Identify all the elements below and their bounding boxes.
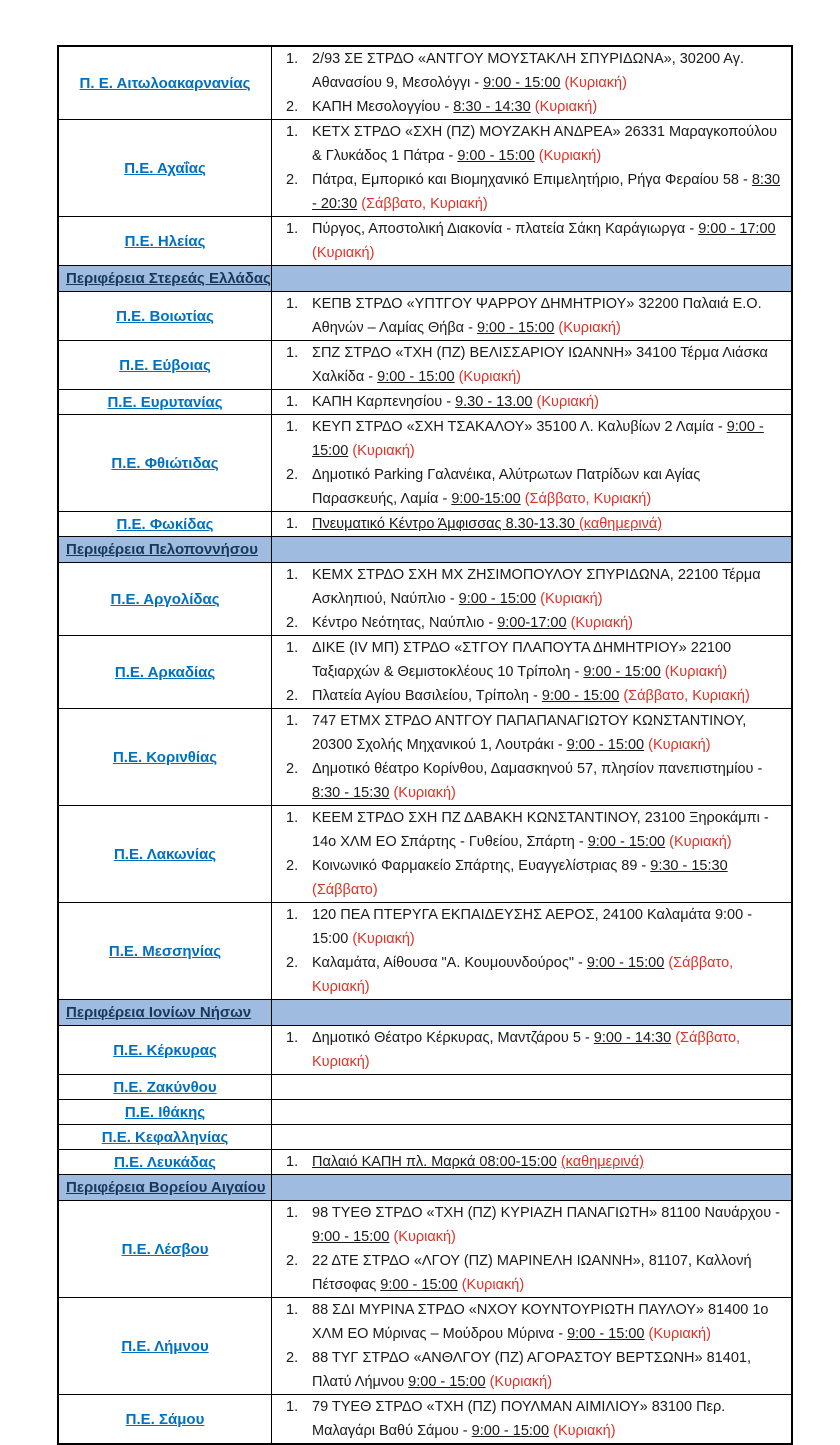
location-item bbox=[286, 951, 783, 999]
item-number: 1. bbox=[286, 1154, 299, 1170]
location-item bbox=[286, 1395, 783, 1443]
item-number: 2. bbox=[286, 467, 299, 483]
item-text bbox=[312, 341, 783, 389]
location-item bbox=[286, 1298, 783, 1346]
region-row bbox=[59, 805, 791, 902]
item-number: 1. bbox=[286, 394, 299, 410]
location-item bbox=[286, 390, 783, 414]
item-text bbox=[312, 217, 783, 265]
section-header-row bbox=[59, 999, 791, 1025]
day-label: (καθημερινά) bbox=[578, 516, 663, 532]
item-text bbox=[312, 636, 783, 684]
location-item bbox=[286, 47, 783, 95]
hours-text: 9:00 - 15:00 bbox=[566, 737, 645, 753]
hours-text: 9:00-15:00 bbox=[451, 491, 521, 507]
region-name-cell bbox=[59, 709, 272, 805]
location-text: ΣΠΖ ΣΤΡΔΟ «ΤΧΗ (ΠΖ) ΒΕΛΙΣΣΑΡΙΟΥ ΙΩΑΝΝΗ» 34100 Τέρμα Λιάσκα Χαλκίδα - bbox=[312, 345, 768, 385]
region-row bbox=[59, 1394, 791, 1443]
hours-text: 9:00 - 15:00 bbox=[483, 75, 561, 91]
locations-cell bbox=[272, 120, 791, 216]
location-text: Πύργος, Αποστολική Διακονία - πλατεία Σάκη Καράγιωργα - bbox=[312, 221, 699, 237]
day-label: (Κυριακή) bbox=[648, 737, 711, 753]
day-label: (Κυριακή) bbox=[352, 443, 415, 459]
region-name-cell bbox=[59, 903, 272, 999]
location-item bbox=[286, 120, 783, 168]
region-link[interactable]: Π.Ε. Φθιώτιδας bbox=[111, 454, 219, 472]
section-header-row bbox=[59, 536, 791, 562]
location-text: ΚΕΜΧ ΣΤΡΔΟ ΣΧΗ ΜΧ ΖΗΣΙΜΟΠΟΥΛΟΥ ΣΠΥΡΙΔΩΝΑ, 22100 Τέρμα Ασκληπιού, Ναύπλιο - bbox=[312, 567, 761, 607]
day-label: (Κυριακή) bbox=[461, 1277, 525, 1293]
regions-schedule-table bbox=[57, 45, 793, 1445]
hours-text: Πνευματικό Κέντρο Άμφισσας 8.30-13.30 bbox=[312, 516, 579, 532]
item-number: 2. bbox=[286, 955, 299, 971]
locations-cell bbox=[272, 390, 791, 414]
day-label: (Σάββατο, Κυριακή) bbox=[312, 1030, 741, 1070]
location-text: ΚΑΠΗ Μεσολογγίου - bbox=[312, 99, 454, 115]
item-number: 1. bbox=[286, 810, 299, 826]
region-link[interactable]: Π.Ε. Σάμου bbox=[125, 1410, 205, 1428]
locations-cell bbox=[272, 217, 791, 265]
region-link[interactable]: Π.Ε. Μεσσηνίας bbox=[108, 942, 222, 960]
location-item bbox=[286, 341, 783, 389]
region-row bbox=[59, 708, 791, 805]
region-name-cell bbox=[59, 47, 272, 119]
location-text: 98 ΤΥΕΘ ΣΤΡΔΟ «ΤΧΗ (ΠΖ) ΚΥΡΙΑΖΗ ΠΑΝΑΓΙΩΤΗ» 81100 Ναυάρχου - bbox=[312, 1205, 781, 1221]
item-text bbox=[312, 1201, 783, 1249]
region-row bbox=[59, 119, 791, 216]
locations-cell bbox=[272, 1026, 791, 1074]
region-link[interactable]: Π.Ε. Λακωνίας bbox=[113, 845, 217, 863]
location-text: ΚΕΤΧ ΣΤΡΔΟ «ΣΧΗ (ΠΖ) ΜΟΥΖΑΚΗ ΑΝΔΡΕΑ» 26331 Μαραγκοπούλου & Γλυκάδος 1 Πάτρα - bbox=[312, 124, 778, 164]
hours-text: Παλαιό ΚΑΠΗ πλ. Μαρκά 08:00-15:00 bbox=[312, 1154, 557, 1170]
locations-cell bbox=[272, 415, 791, 511]
region-link[interactable]: Π.Ε. Βοιωτίας bbox=[116, 307, 214, 325]
location-item bbox=[286, 903, 783, 951]
day-label: (Κυριακή) bbox=[664, 664, 728, 680]
region-link[interactable]: Π.Ε. Κορινθίας bbox=[112, 748, 218, 766]
item-number: 2. bbox=[286, 688, 299, 704]
region-row bbox=[59, 340, 791, 389]
hours-text: 9:00 - 14:30 bbox=[593, 1030, 672, 1046]
hours-text: 9:00 - 15:00 bbox=[408, 1374, 486, 1390]
item-text bbox=[312, 1298, 783, 1346]
location-text: ΚΑΠΗ Καρπενησίου - bbox=[312, 394, 456, 410]
region-link[interactable]: Π.Ε. Φωκίδας bbox=[116, 515, 214, 533]
item-text bbox=[312, 95, 783, 119]
locations-cell bbox=[272, 1075, 791, 1099]
region-name-cell bbox=[59, 1125, 272, 1149]
location-text: Δημοτικό θέατρο Κορίνθου, Δαμασκηνού 57, πλησίον πανεπιστημίου - bbox=[312, 761, 763, 777]
region-link[interactable]: Π.Ε. Εύβοιας bbox=[119, 356, 211, 374]
hours-text: 9:00 - 15:00 bbox=[476, 320, 555, 336]
item-number: 1. bbox=[286, 1205, 299, 1221]
region-name-cell bbox=[59, 1026, 272, 1074]
location-item bbox=[286, 415, 783, 463]
day-label: (Σάββατο) bbox=[312, 882, 378, 898]
region-link[interactable]: Π.Ε. Ηλείας bbox=[124, 232, 206, 250]
region-row bbox=[59, 1074, 791, 1099]
location-item bbox=[286, 709, 783, 757]
hours-text: 8:30 - 14:30 bbox=[453, 99, 531, 115]
item-number: 1. bbox=[286, 907, 299, 923]
locations-cell bbox=[272, 1000, 791, 1025]
location-item bbox=[286, 292, 783, 340]
region-link[interactable]: Π.Ε. Λήμνου bbox=[121, 1337, 209, 1355]
hours-text: 8:30 - 20:30 bbox=[312, 172, 781, 212]
region-name-cell bbox=[59, 1150, 272, 1174]
location-item bbox=[286, 1026, 783, 1074]
location-item bbox=[286, 168, 783, 216]
item-text bbox=[312, 684, 783, 708]
item-number: 1. bbox=[286, 516, 299, 532]
region-name-cell bbox=[59, 806, 272, 902]
location-text: 120 ΠΕΑ ΠΤΕΡΥΓΑ ΕΚΠΑΙΔΕΥΣΗΣ ΑΕΡΟΣ, 24100 Καλαμάτα 9:00 - 15:00 bbox=[312, 907, 753, 947]
section-header-row bbox=[59, 1174, 791, 1200]
location-text: Καλαμάτα, Αίθουσα "Α. Κουμουνδούρος" - bbox=[312, 955, 587, 971]
item-text bbox=[312, 709, 783, 757]
item-number: 2. bbox=[286, 1350, 299, 1366]
section-title: Περιφέρεια Πελοποννήσου bbox=[66, 541, 258, 558]
locations-cell bbox=[272, 563, 791, 635]
location-item bbox=[286, 463, 783, 511]
item-number: 2. bbox=[286, 1253, 299, 1269]
location-text: ΚΕΠΒ ΣΤΡΔΟ «ΥΠΤΓΟΥ ΨΑΡΡΟΥ ΔΗΜΗΤΡΙΟΥ» 32200 Παλαιά Ε.Ο. Αθηνών – Λαμίας Θήβα - bbox=[312, 296, 762, 336]
region-name-cell bbox=[59, 120, 272, 216]
locations-cell bbox=[272, 1150, 791, 1174]
location-item bbox=[286, 636, 783, 684]
location-item bbox=[286, 95, 783, 119]
item-number: 1. bbox=[286, 221, 299, 237]
day-label: (Σάββατο, Κυριακή) bbox=[623, 688, 750, 704]
day-label: (Κυριακή) bbox=[536, 394, 599, 410]
region-name-cell bbox=[59, 1100, 272, 1124]
region-row bbox=[59, 389, 791, 414]
hours-text: 9:00-17:00 bbox=[497, 615, 567, 631]
hours-text: 9:00 - 15:00 bbox=[583, 664, 661, 680]
item-number: 1. bbox=[286, 296, 299, 312]
location-text: Δημοτικό Θέατρο Κέρκυρας, Μαντζάρου 5 - bbox=[312, 1030, 594, 1046]
locations-cell bbox=[272, 1395, 791, 1443]
item-number: 1. bbox=[286, 713, 299, 729]
location-item bbox=[286, 757, 783, 805]
hours-text: 9:00 - 15:00 bbox=[457, 148, 535, 164]
location-item bbox=[286, 854, 783, 902]
day-label: (Κυριακή) bbox=[564, 75, 627, 91]
region-name-cell bbox=[59, 1075, 272, 1099]
section-label-cell bbox=[59, 537, 272, 562]
hours-text: 8:30 - 15:30 bbox=[312, 785, 390, 801]
location-item bbox=[286, 611, 783, 635]
item-text bbox=[312, 806, 783, 854]
hours-text: 9:00 - 15:00 bbox=[471, 1423, 550, 1439]
location-item bbox=[286, 1249, 783, 1297]
section-label-cell bbox=[59, 1000, 272, 1025]
region-row bbox=[59, 511, 791, 536]
region-link[interactable]: Π.Ε. Ευρυτανίας bbox=[107, 393, 223, 411]
region-name-cell bbox=[59, 1201, 272, 1297]
region-row bbox=[59, 902, 791, 999]
region-name-cell bbox=[59, 512, 272, 536]
section-title: Περιφέρεια Βορείου Αιγαίου bbox=[66, 1179, 266, 1196]
section-title: Περιφέρεια Ιονίων Νήσων bbox=[66, 1004, 252, 1021]
location-item bbox=[286, 512, 783, 536]
day-label: (Κυριακή) bbox=[538, 148, 602, 164]
region-row bbox=[59, 47, 791, 119]
day-label: (Σάββατο, Κυριακή) bbox=[312, 955, 734, 995]
location-text: Δημοτικό Parking Γαλανέικα, Αλύτρωτων Πατρίδων και Αγίας Παρασκευής, Λαμία - bbox=[312, 467, 701, 507]
item-text bbox=[312, 903, 783, 951]
hours-text: 9:30 - 15:30 bbox=[650, 858, 728, 874]
location-item bbox=[286, 217, 783, 265]
location-text: 22 ΔΤΕ ΣΤΡΔΟ «ΛΓΟΥ (ΠΖ) ΜΑΡΙΝΕΛΗ ΙΩΑΝΝΗ», 81107, Καλλονή Πέτσοφας bbox=[312, 1253, 752, 1293]
location-text: ΚΕΕΜ ΣΤΡΔΟ ΣΧΗ ΠΖ ΔΑΒΑΚΗ ΚΩΝΣΤΑΝΤΙΝΟΥ, 23100 Ξηροκάμπι - 14ο ΧΛΜ ΕΟ Σπάρτης - Γυθείου, Σπάρτη - bbox=[312, 810, 769, 850]
item-text bbox=[312, 611, 783, 635]
day-label: (Κυριακή) bbox=[558, 320, 621, 336]
region-link[interactable]: Π.Ε. Αχαΐας bbox=[124, 159, 206, 177]
item-number: 1. bbox=[286, 1030, 299, 1046]
section-header-row bbox=[59, 265, 791, 291]
locations-cell bbox=[272, 806, 791, 902]
region-row bbox=[59, 216, 791, 265]
region-row bbox=[59, 1099, 791, 1124]
location-item bbox=[286, 1201, 783, 1249]
region-name-cell bbox=[59, 292, 272, 340]
region-link[interactable]: Π.Ε. Λέσβου bbox=[121, 1240, 209, 1258]
item-number: 1. bbox=[286, 419, 299, 435]
region-name-cell bbox=[59, 636, 272, 708]
locations-cell bbox=[272, 1201, 791, 1297]
region-link[interactable]: Π. Ε. Αιτωλοακαρνανίας bbox=[79, 74, 251, 92]
hours-text: 9:00 - 15:00 bbox=[586, 955, 665, 971]
hours-text: 9:00 - 15:00 bbox=[587, 834, 666, 850]
region-row bbox=[59, 562, 791, 635]
item-text bbox=[312, 168, 783, 216]
day-label: (Κυριακή) bbox=[570, 615, 634, 631]
locations-cell bbox=[272, 47, 791, 119]
locations-cell bbox=[272, 537, 791, 562]
location-text: 2/93 ΣΕ ΣΤΡΔΟ «ΑΝΤΓΟΥ ΜΟΥΣΤΑΚΛΗ ΣΠΥΡΙΔΩΝΑ», 30200 Αγ. Αθανασίου 9, Μεσολόγγι - bbox=[312, 51, 744, 91]
item-text bbox=[312, 757, 783, 805]
day-label: (Κυριακή) bbox=[393, 1229, 456, 1245]
region-row bbox=[59, 1025, 791, 1074]
item-number: 1. bbox=[286, 1302, 299, 1318]
item-number: 1. bbox=[286, 567, 299, 583]
locations-cell bbox=[272, 709, 791, 805]
location-text: Κοινωνικό Φαρμακείο Σπάρτης, Ευαγγελίστριας 89 - bbox=[312, 858, 651, 874]
region-name-cell bbox=[59, 341, 272, 389]
day-label: (καθημερινά) bbox=[560, 1154, 645, 1170]
region-row bbox=[59, 1124, 791, 1149]
item-text bbox=[312, 415, 783, 463]
day-label: (Κυριακή) bbox=[534, 99, 598, 115]
item-text bbox=[312, 47, 783, 95]
day-label: (Κυριακή) bbox=[393, 785, 456, 801]
region-name-cell bbox=[59, 563, 272, 635]
day-label: (Κυριακή) bbox=[540, 591, 603, 607]
item-text bbox=[312, 1150, 783, 1174]
location-item bbox=[286, 563, 783, 611]
location-text: 79 ΤΥΕΘ ΣΤΡΔΟ «ΤΧΗ (ΠΖ) ΠΟΥΛΜΑΝ ΑΙΜΙΛΙΟΥ» 83100 Περ. Μαλαγάρι Βαθύ Σάμου - bbox=[312, 1399, 726, 1439]
hours-text: 9:00 - 15:00 bbox=[377, 369, 455, 385]
item-text bbox=[312, 390, 783, 414]
day-label: (Κυριακή) bbox=[312, 245, 375, 261]
region-name-cell bbox=[59, 1395, 272, 1443]
region-link[interactable]: Π.Ε. Κέρκυρας bbox=[113, 1041, 217, 1059]
hours-text: 9.30 - 13.00 bbox=[455, 394, 533, 410]
hours-text: 9:00 - 15:00 bbox=[380, 1277, 458, 1293]
item-number: 2. bbox=[286, 172, 299, 188]
hours-text: 9:00 - 15:00 bbox=[541, 688, 620, 704]
item-number: 1. bbox=[286, 51, 299, 67]
region-name-cell bbox=[59, 1298, 272, 1394]
region-row bbox=[59, 1149, 791, 1174]
location-item bbox=[286, 684, 783, 708]
item-text bbox=[312, 1249, 783, 1297]
locations-cell bbox=[272, 903, 791, 999]
item-text bbox=[312, 563, 783, 611]
day-label: (Σάββατο, Κυριακή) bbox=[524, 491, 652, 507]
item-text bbox=[312, 1026, 783, 1074]
item-number: 2. bbox=[286, 615, 299, 631]
item-text bbox=[312, 292, 783, 340]
locations-cell bbox=[272, 266, 791, 291]
day-label: (Κυριακή) bbox=[458, 369, 521, 385]
item-text bbox=[312, 854, 783, 902]
hours-text: 9:00 - 15:00 bbox=[312, 419, 764, 459]
region-name-cell bbox=[59, 217, 272, 265]
hours-text: 9:00 - 15:00 bbox=[312, 1229, 390, 1245]
item-number: 1. bbox=[286, 345, 299, 361]
hours-text: 9:00 - 15:00 bbox=[458, 591, 537, 607]
hours-text: 9:00 - 15:00 bbox=[567, 1326, 645, 1342]
item-text bbox=[312, 463, 783, 511]
location-item bbox=[286, 1150, 783, 1174]
location-text: ΚΕΥΠ ΣΤΡΔΟ «ΣΧΗ ΤΣΑΚΑΛΟΥ» 35100 Λ. Καλυβίων 2 Λαμία - bbox=[312, 419, 727, 435]
region-link[interactable]: Π.Ε. Λευκάδας bbox=[114, 1153, 216, 1171]
item-number: 1. bbox=[286, 1399, 299, 1415]
location-text: Πλατεία Αγίου Βασιλείου, Τρίπολη - bbox=[312, 688, 542, 704]
region-row bbox=[59, 635, 791, 708]
day-label: (Κυριακή) bbox=[648, 1326, 711, 1342]
item-number: 2. bbox=[286, 99, 299, 115]
location-text: 88 ΤΥΓ ΣΤΡΔΟ «ΑΝΘΛΓΟΥ (ΠΖ) ΑΓΟΡΑΣΤΟΥ ΒΕΡΤΣΩΝΗ» 81401, Πλατύ Λήμνου bbox=[312, 1350, 751, 1390]
location-item bbox=[286, 1346, 783, 1394]
hours-text: 9:00 - 17:00 bbox=[698, 221, 776, 237]
locations-cell bbox=[272, 1100, 791, 1124]
day-label: (Κυριακή) bbox=[669, 834, 732, 850]
region-name-cell bbox=[59, 390, 272, 414]
location-text: 747 ΕΤΜΧ ΣΤΡΔΟ ΑΝΤΓΟΥ ΠΑΠΑΠΑΝΑΓΙΩΤΟΥ ΚΩΝΣΤΑΝΤΙΝΟΥ, 20300 Σχολής Μηχανικού 1, Λουτράκι - bbox=[312, 713, 747, 753]
section-label-cell bbox=[59, 266, 272, 291]
region-name-cell bbox=[59, 415, 272, 511]
day-label: (Κυριακή) bbox=[553, 1423, 616, 1439]
locations-cell bbox=[272, 1125, 791, 1149]
region-row bbox=[59, 414, 791, 511]
region-link[interactable]: Π.Ε. Ζακύνθου bbox=[113, 1078, 217, 1096]
region-link[interactable]: Π.Ε. Αρκαδίας bbox=[114, 663, 216, 681]
location-text: ΔΙΚΕ (IV ΜΠ) ΣΤΡΔΟ «ΣΤΓΟΥ ΠΛΑΠΟΥΤΑ ΔΗΜΗΤΡΙΟΥ» 22100 Ταξιαρχών & Θεμιστοκλέους 10 Τρίπολη - bbox=[312, 640, 732, 680]
region-row bbox=[59, 291, 791, 340]
location-text: Κέντρο Νεότητας, Ναύπλιο - bbox=[312, 615, 498, 631]
locations-cell bbox=[272, 636, 791, 708]
location-item bbox=[286, 806, 783, 854]
day-label: (Σάββατο, Κυριακή) bbox=[361, 196, 488, 212]
region-link[interactable]: Π.Ε. Κεφαλληνίας bbox=[101, 1128, 229, 1146]
locations-cell bbox=[272, 341, 791, 389]
locations-cell bbox=[272, 292, 791, 340]
item-number: 1. bbox=[286, 640, 299, 656]
item-text bbox=[312, 1346, 783, 1394]
item-text bbox=[312, 120, 783, 168]
day-label: (Κυριακή) bbox=[352, 931, 415, 947]
region-link[interactable]: Π.Ε. Αργολίδας bbox=[110, 590, 220, 608]
location-text: 88 ΣΔΙ ΜΥΡΙΝΑ ΣΤΡΔΟ «ΝΧΟΥ ΚΟΥΝΤΟΥΡΙΩΤΗ ΠΑΥΛΟΥ» 81400 1ο ΧΛΜ ΕΟ Μύρινας – Μούδρου Μύρινα - bbox=[312, 1302, 769, 1342]
item-number: 1. bbox=[286, 124, 299, 140]
region-row bbox=[59, 1200, 791, 1297]
region-row bbox=[59, 1297, 791, 1394]
item-number: 2. bbox=[286, 858, 299, 874]
item-text bbox=[312, 1395, 783, 1443]
day-label: (Κυριακή) bbox=[489, 1374, 553, 1390]
section-title: Περιφέρεια Στερεάς Ελλάδας bbox=[66, 270, 271, 287]
locations-cell bbox=[272, 1298, 791, 1394]
location-text: Πάτρα, Εμπορικό και Βιομηχανικό Επιμελητήριο, Ρήγα Φεραίου 58 - bbox=[312, 172, 752, 188]
item-number: 2. bbox=[286, 761, 299, 777]
item-text bbox=[312, 951, 783, 999]
item-text bbox=[312, 512, 783, 536]
locations-cell bbox=[272, 512, 791, 536]
region-link[interactable]: Π.Ε. Ιθάκης bbox=[124, 1103, 206, 1121]
